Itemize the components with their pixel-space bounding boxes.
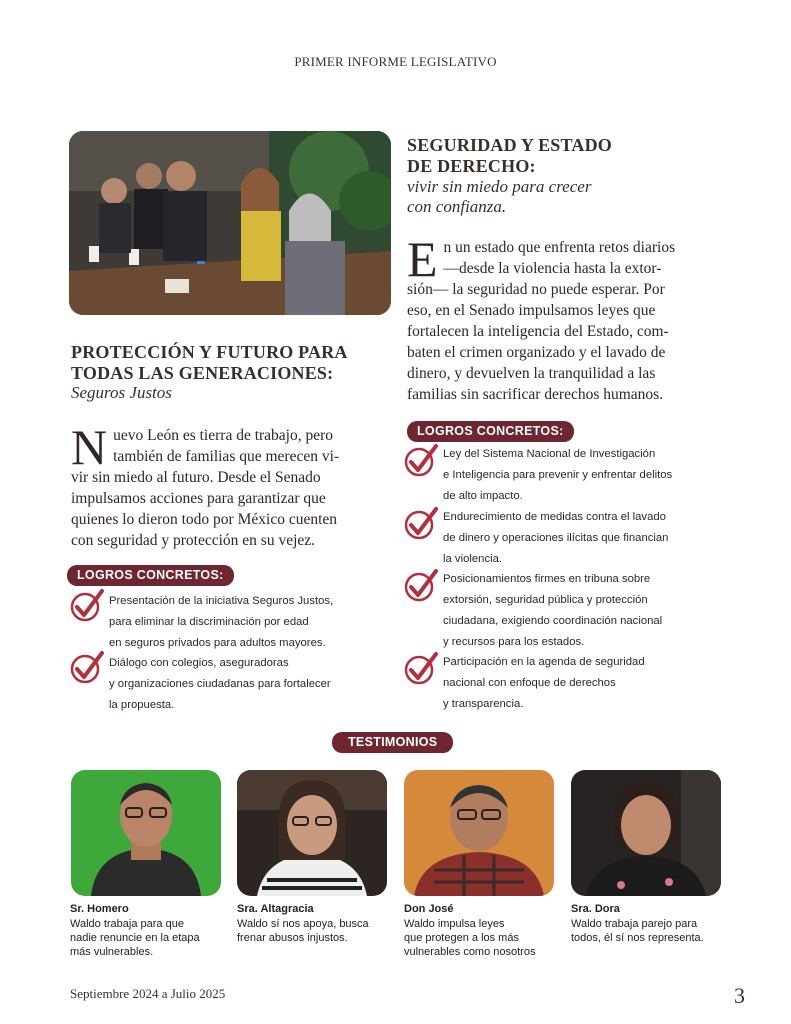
right-body-line: —desde la violencia hasta la extor-: [443, 260, 662, 277]
right-logro-line: nacional con enfoque de derechos: [443, 677, 616, 689]
right-title-line1: SEGURIDAD Y ESTADO: [407, 135, 612, 155]
testimonial-quote: [70, 917, 230, 959]
right-logro-line: de alto impacto.: [443, 490, 523, 502]
left-logro-line: en seguros privados para adultos mayores.: [109, 637, 326, 649]
check-circle-icon: [70, 651, 104, 685]
testimonios-label: TESTIMONIOS: [332, 732, 453, 753]
left-logro-line: la propuesta.: [109, 699, 175, 711]
right-logro-line: la violencia.: [443, 553, 503, 565]
page-number: 3: [734, 983, 745, 1008]
left-logro-line: Presentación de la iniciativa Seguros Justos,: [109, 595, 334, 607]
left-section-subtitle: Seguros Justos: [71, 383, 172, 402]
check-circle-icon: [404, 507, 438, 541]
testimonial-quote: [571, 917, 731, 945]
testimonial-quote-line: Waldo sí nos apoya, busca: [237, 918, 369, 930]
check-circle-icon: [404, 444, 438, 478]
right-body-line: n un estado que enfrenta retos diarios: [443, 239, 676, 256]
right-logro-line: Ley del Sistema Nacional de Investigación: [443, 448, 656, 460]
right-section-title: [407, 135, 612, 177]
testimonial-photo-altagracia: [237, 770, 387, 896]
left-body-line: con seguridad y protección en su vejez.: [71, 532, 316, 549]
right-subtitle-line2: con confianza.: [407, 197, 507, 216]
right-logro-line: y recursos para los estados.: [443, 636, 585, 648]
running-header: PRIMER INFORME LEGISLATIVO: [294, 54, 497, 69]
testimonial-quote: [404, 917, 564, 959]
left-logros-label: LOGROS CONCRETOS:: [67, 565, 234, 586]
right-logro-line: Posicionamientos firmes en tribuna sobre: [443, 573, 651, 585]
left-title-line1: PROTECCIÓN Y FUTURO PARA: [71, 342, 348, 362]
right-section-subtitle: [407, 177, 591, 217]
testimonial-quote-line: Waldo trabaja parejo para: [571, 918, 698, 930]
testimonial-photo-dora: [571, 770, 721, 896]
testimonial-photo-jose: [404, 770, 554, 896]
testimonial-name: Sr. Homero: [70, 903, 129, 915]
left-body-line: también de familias que merecen vi-: [113, 448, 340, 465]
left-body-line: vir sin miedo al futuro. Desde el Senado: [71, 469, 321, 486]
right-logro-line: Participación en la agenda de seguridad: [443, 656, 645, 668]
left-body-line: uevo León es tierra de trabajo, pero: [113, 427, 334, 444]
right-subtitle-line1: vivir sin miedo para crecer: [407, 177, 592, 196]
right-logro-line: de dinero y operaciones ilícitas que financian: [443, 532, 669, 544]
check-circle-icon: [404, 569, 438, 603]
left-logro-line: Diálogo con colegios, aseguradoras: [109, 657, 289, 669]
testimonial-quote: [237, 917, 397, 945]
testimonial-quote-line: Waldo trabaja para que: [70, 918, 184, 930]
left-logro-line: y organizaciones ciudadanas para fortalecer: [109, 678, 331, 690]
right-body-line: eso, en el Senado impulsamos leyes que: [407, 302, 656, 319]
left-body-line: quienes lo dieron todo por México cuenten: [71, 511, 338, 528]
testimonial-quote-line: frenar abusos injustos.: [237, 932, 348, 944]
right-title-line2: DE DERECHO:: [407, 156, 536, 176]
left-dropcap: N: [71, 419, 108, 475]
right-body-line: sión— la seguridad no puede esperar. Por: [407, 281, 665, 298]
footer-date-range: Septiembre 2024 a Julio 2025: [70, 986, 226, 1001]
right-logro-line: ciudadana, exigiendo coordinación nacional: [443, 615, 663, 627]
testimonial-photo-homero: [71, 770, 221, 896]
testimonial-quote-line: que protegen a los más: [404, 932, 519, 944]
right-logro-line: extorsión, seguridad pública y protección: [443, 594, 648, 606]
right-body-line: familias sin sacrificar derechos humanos.: [407, 386, 664, 403]
testimonial-quote-line: nadie renuncie en la etapa: [70, 932, 200, 944]
right-logros-label: LOGROS CONCRETOS:: [407, 421, 574, 442]
left-body: [71, 419, 385, 551]
right-logro-line: e Inteligencia para prevenir y enfrentar delitos: [443, 469, 673, 481]
testimonial-quote-line: más vulnerables.: [70, 946, 154, 958]
right-logro-line: Endurecimiento de medidas contra el lavado: [443, 511, 666, 523]
testimonial-quote-line: todos, él sí nos representa.: [571, 932, 704, 944]
left-logro-line: para eliminar la discriminación por edad: [109, 616, 309, 628]
check-circle-icon: [70, 589, 104, 623]
left-title-line2: TODAS LAS GENERACIONES:: [71, 363, 334, 383]
left-body-line: impulsamos acciones para garantizar que: [71, 490, 326, 507]
right-body-line: baten el crimen organizado y el lavado de: [407, 344, 666, 361]
testimonial-name: Don José: [404, 903, 454, 915]
left-section-title: [71, 342, 348, 384]
right-dropcap: E: [407, 231, 438, 287]
senate-meeting-photo: [69, 131, 391, 315]
right-logro-line: y transparencia.: [443, 698, 524, 710]
right-body-line: fortalecen la inteligencia del Estado, com-: [407, 323, 669, 340]
check-circle-icon: [404, 652, 438, 686]
testimonial-name: Sra. Altagracia: [237, 903, 314, 915]
right-body: [407, 231, 721, 405]
testimonial-quote-line: Waldo impulsa leyes: [404, 918, 505, 930]
testimonial-quote-line: vulnerables como nosotros: [404, 946, 536, 958]
right-body-line: dinero, y devuelven la tranquilidad a las: [407, 365, 656, 382]
testimonial-name: Sra. Dora: [571, 903, 620, 915]
